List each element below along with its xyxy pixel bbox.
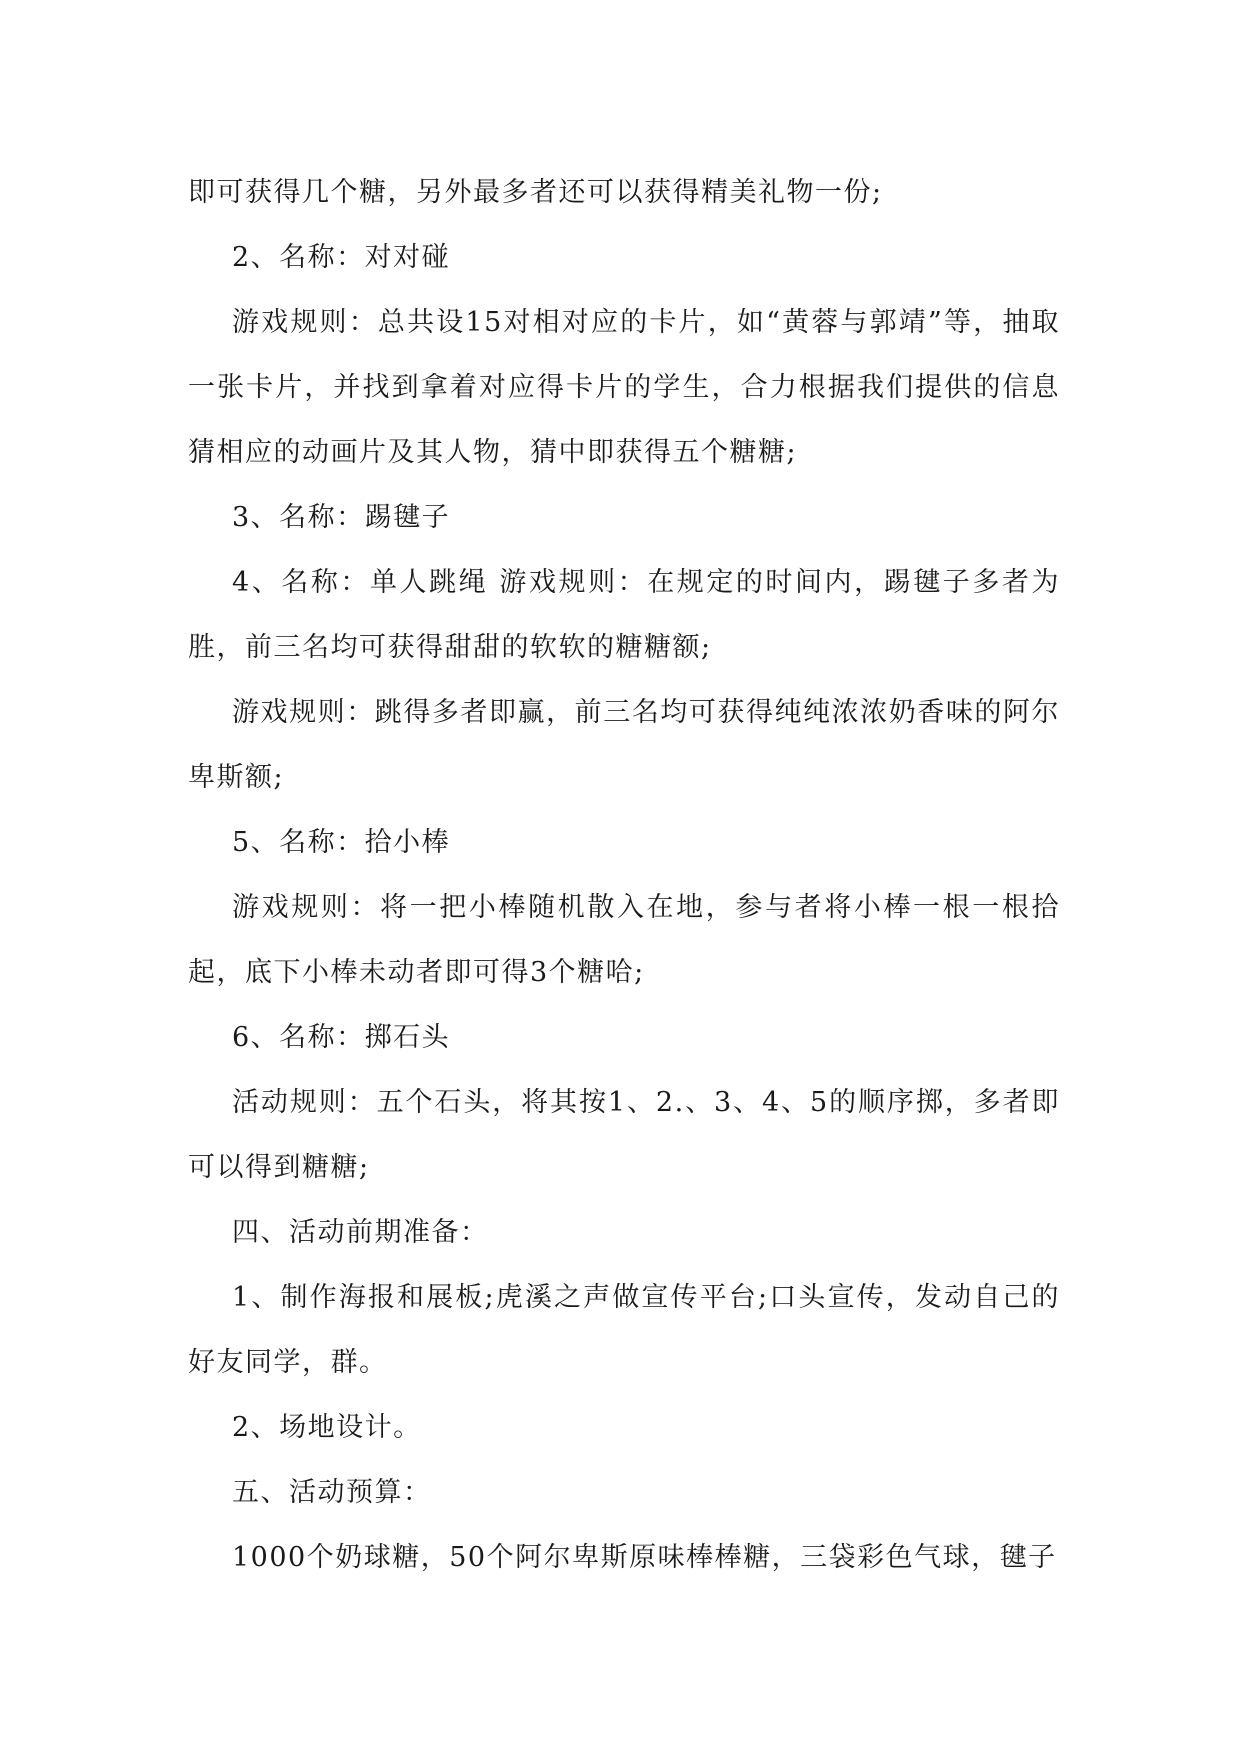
paragraph: 即可获得几个糖，另外最多者还可以获得精美礼物一份;	[188, 177, 883, 208]
section-heading: 四、活动前期准备：	[232, 1217, 489, 1248]
section-heading: 五、活动预算：	[232, 1477, 432, 1508]
paragraph: 4、名称：单人跳绳 游戏规则：在规定的时间内，踢毽子多者为胜，前三名均可获得甜甜的软软的糖糖额;	[188, 567, 1060, 663]
paragraph: 1000个奶球糖，50个阿尔卑斯原味棒棒糖，三袋彩色气球，毽子	[232, 1542, 1057, 1573]
paragraph: 5、名称：拾小棒	[232, 827, 451, 858]
paragraph: 2、名称：对对碰	[232, 242, 451, 273]
paragraph: 游戏规则：总共设15对相对应的卡片，如“黄蓉与郭靖”等，抽取一张卡片，并找到拿着对应得卡片的学生，合力根据我们提供的信息猜相应的动画片及其人物，猜中即获得五个糖糖;	[188, 307, 1060, 468]
paragraph: 游戏规则：将一把小棒随机散入在地，参与者将小棒一根一根拾起，底下小棒未动者即可得3个糖哈;	[188, 892, 1060, 988]
paragraph: 6、名称：掷石头	[232, 1022, 451, 1053]
paragraph: 1、制作海报和展板;虎溪之声做宣传平台;口头宣传，发动自己的好友同学，群。	[188, 1282, 1060, 1378]
paragraph: 活动规则：五个石头，将其按1、2.、3、4、5的顺序掷，多者即可以得到糖糖;	[188, 1087, 1060, 1183]
paragraph: 2、场地设计。	[232, 1412, 422, 1443]
paragraph: 3、名称：踢毽子	[232, 502, 451, 533]
document-body	[188, 160, 1060, 1590]
paragraph: 游戏规则：跳得多者即赢，前三名均可获得纯纯浓浓奶香味的阿尔卑斯额;	[188, 697, 1060, 793]
